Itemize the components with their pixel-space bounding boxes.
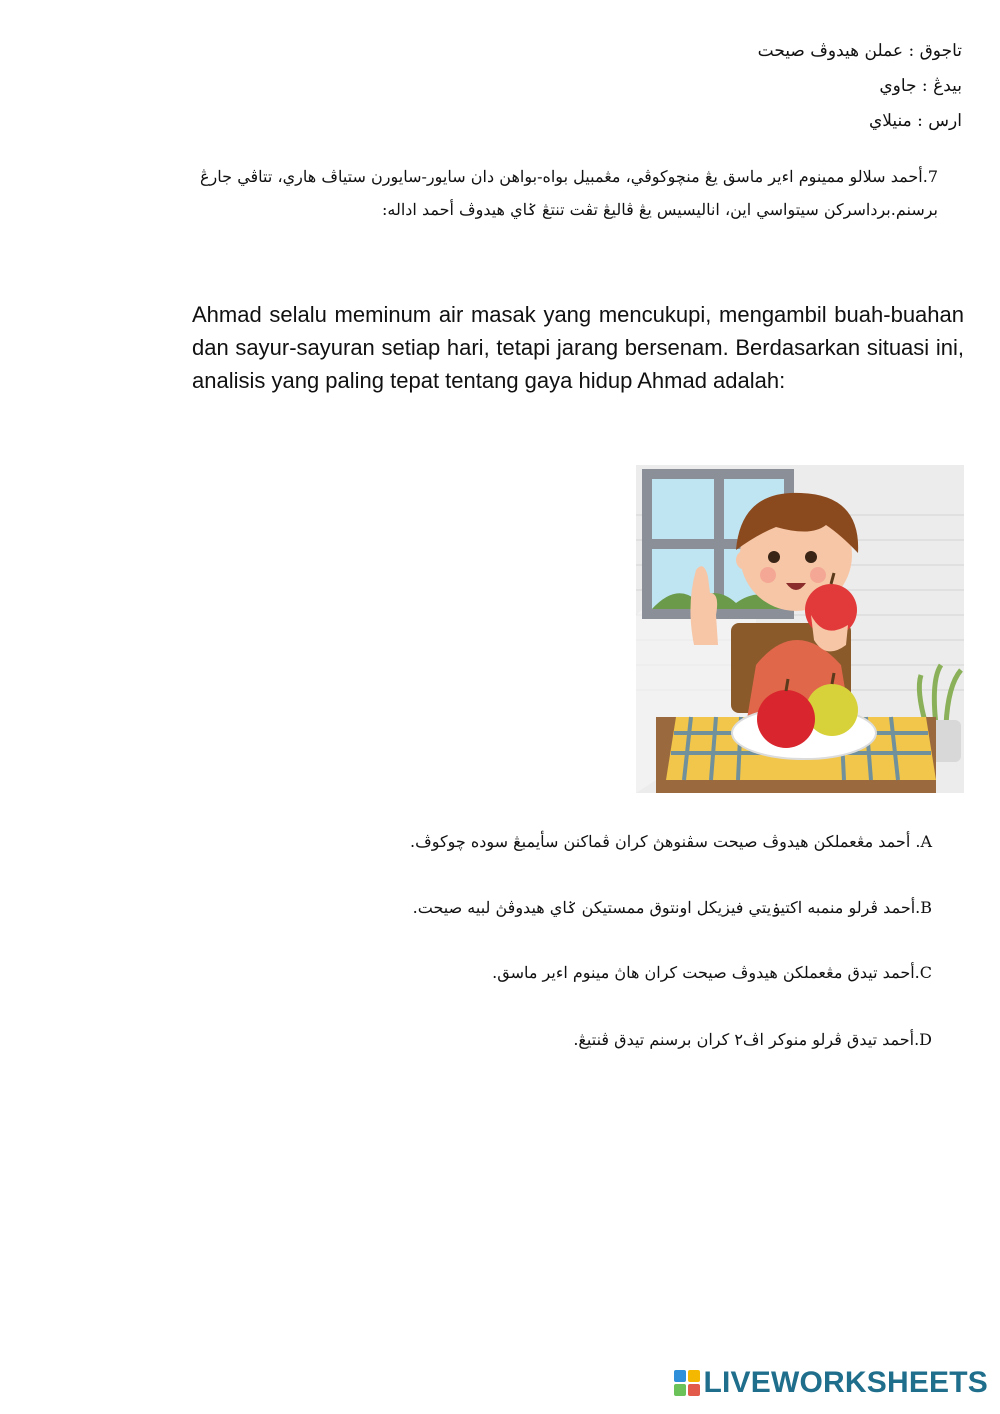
option-b[interactable]: B.أحمد ڤرلو منمبه اكتيۏيتي فيزيكل اونتوق ممستيكن ݢاي هيدوڤڽ لبيه صيحت. <box>412 898 932 917</box>
option-a[interactable]: A. أحمد مڠعملكن هيدوڤ صيحت سڤنوهڽ كران ڤماكنن سأيمبڠ سوده چوكوڤ. <box>410 832 932 851</box>
question-text-jawi: 7.أحمد سلالو ممينوم اءير ماسق يڠ منچوكوڤي، مڠمبيل بواه-بواهن دان سايور-سايورن ستياڤ هاري، تتاڤي جارڠ برسنم.برداسركن سيتواسي اين، اناليسيس يڠ ڤاليڠ تڤت تنتڠ ݢاي هيدوڤ أحمد اداله: <box>200 167 938 219</box>
worksheet-header <box>758 34 962 139</box>
liveworksheets-logo <box>674 1366 989 1400</box>
option-c[interactable]: C.أحمد تيدق مڠعملكن هيدوڤ صيحت كران هاڽ مينوم اءير ماسق. <box>492 963 932 982</box>
topic-label: تاجوق : عملن هيدوڤ صيحت <box>757 41 962 61</box>
liveworksheets-icon <box>674 1370 700 1396</box>
option-d[interactable]: D.أحمد تيدق ڤرلو منوكر اڤ٢ كران برسنم تيدق ڤنتيڠ. <box>573 1030 932 1049</box>
boy-eating-apple-illustration <box>636 465 964 793</box>
subject-label: بيدڠ : جاوي <box>879 76 962 96</box>
level-label: ارس : منيلاي <box>868 111 962 131</box>
brand-name: LIVEWORKSHEETS <box>703 1366 988 1399</box>
question-text-rumi: Ahmad selalu meminum air masak yang mencukupi, mengambil buah-buahan dan sayur-sayuran setiap hari, tetapi jarang bersenam. Berdasarkan situasi ini, analisis yang paling tepat tentang gaya hidup Ahmad adalah: <box>192 302 964 393</box>
